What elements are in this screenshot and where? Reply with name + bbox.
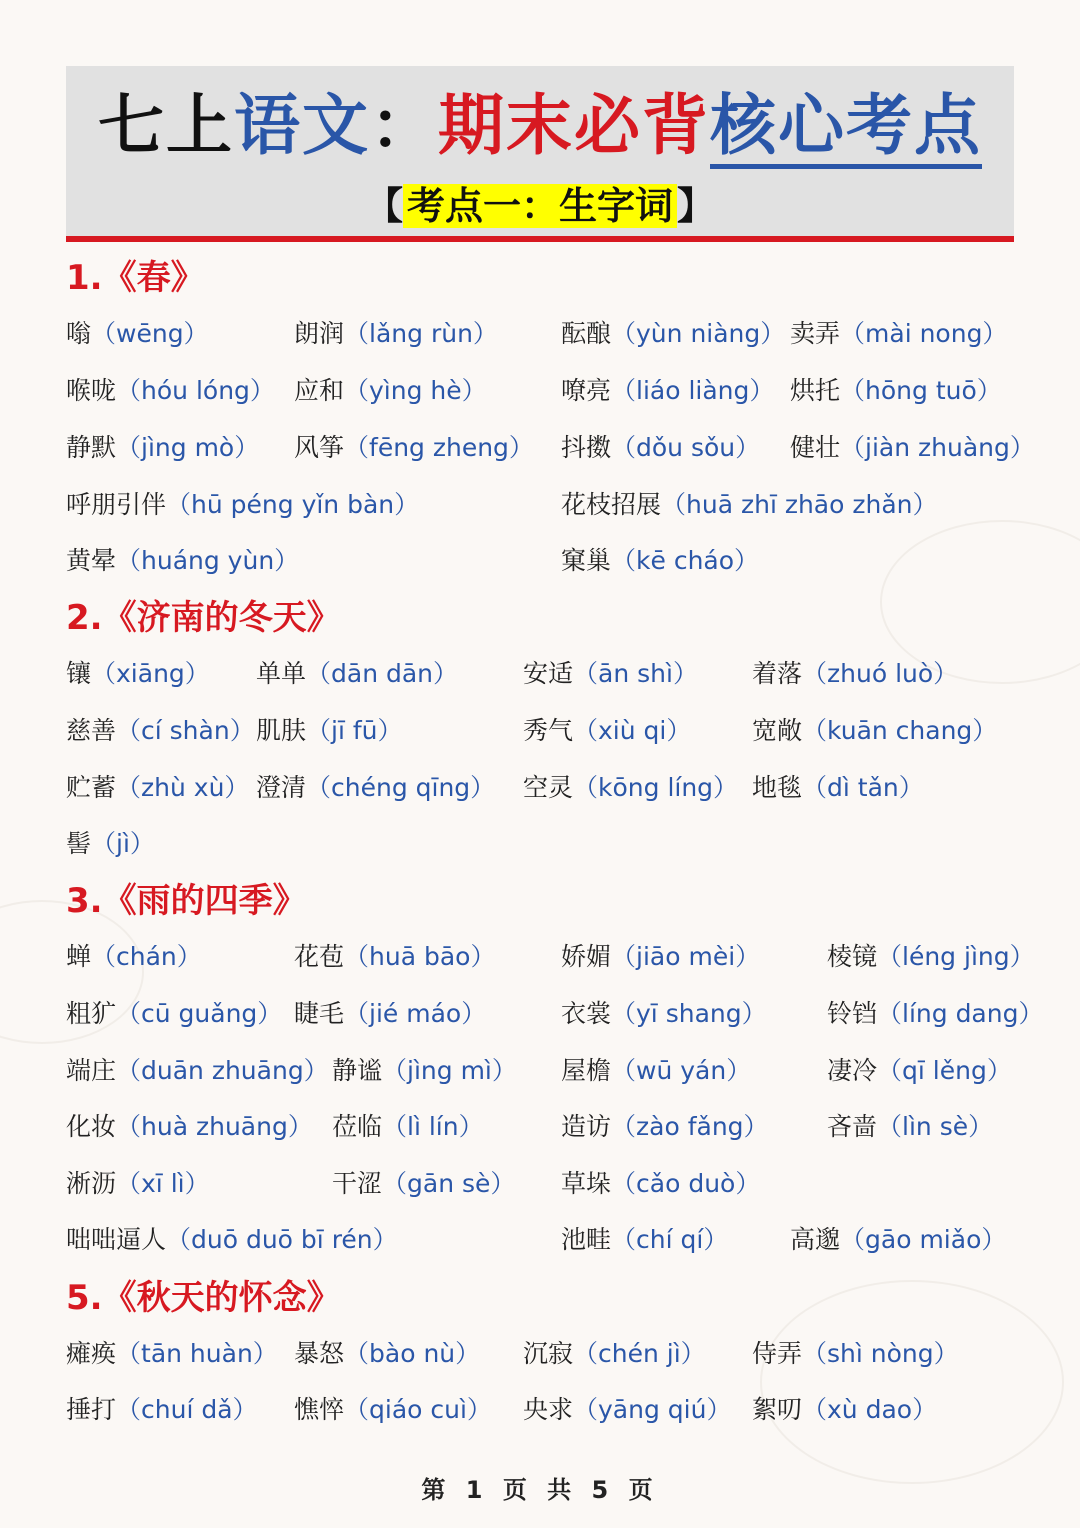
section-heading-vocab: 【 考点一：生字词 】	[364, 184, 716, 228]
vocab-item: 花苞（huā bāo）	[294, 942, 496, 971]
vocab-item: 侍弄（shì nòng）	[752, 1339, 959, 1368]
vocab-item: 瘫痪（tān huàn）	[66, 1339, 278, 1368]
vocab-item: 化妆（huà zhuāng）	[66, 1112, 313, 1141]
vocab-item: 沉寂（chén jì）	[523, 1339, 706, 1368]
page-title: 七上语文：期末必背核心考点	[66, 88, 1014, 164]
vocab-item: 静默（jìng mò）	[66, 433, 260, 462]
vocab-item: 喉咙（hóu lóng）	[66, 376, 275, 405]
vocab-item: 棱镜（léng jìng）	[827, 942, 1035, 971]
vocab-item: 嗡（wēng）	[66, 319, 209, 348]
header-divider	[66, 236, 1014, 242]
vocab-item: 粗犷（cū guǎng）	[66, 999, 283, 1028]
vocab-item: 莅临（lì lín）	[332, 1112, 484, 1141]
vocab-item: 絮叨（xù dao）	[752, 1395, 938, 1424]
vocab-item: 娇媚（jiāo mèi）	[561, 942, 761, 971]
vocab-item: 朗润（lǎng rùn）	[294, 319, 498, 348]
vocab-item: 黄晕（huáng yùn）	[66, 546, 300, 575]
vocab-item: 干涩（gān sè）	[332, 1169, 516, 1198]
vocab-item: 宽敞（kuān chang）	[752, 716, 998, 745]
lesson-title-chun: 1.《春》	[66, 258, 205, 298]
vocab-item: 憔悴（qiáo cuì）	[294, 1395, 492, 1424]
vocab-item: 风筝（fēng zheng）	[294, 433, 534, 462]
vocab-item: 捶打（chuí dǎ）	[66, 1395, 258, 1424]
lesson-title-jinan-winter: 2.《济南的冬天》	[66, 598, 341, 638]
subtitle-highlight: 考点一：生字词	[403, 184, 677, 228]
vocab-item: 嘹亮（liáo liàng）	[561, 376, 775, 405]
vocab-item: 屋檐（wū yán）	[561, 1056, 752, 1085]
vocab-item: 健壮（jiàn zhuàng）	[790, 433, 1035, 462]
vocab-item: 地毯（dì tǎn）	[752, 773, 924, 802]
vocab-item: 慈善（cí shàn）	[66, 716, 255, 745]
vocab-item: 烘托（hōng tuō）	[790, 376, 1002, 405]
vocab-item: 央求（yāng qiú）	[523, 1395, 732, 1424]
vocab-item: 空灵（kōng líng）	[523, 773, 739, 802]
vocab-item: 酝酿（yùn niàng）	[561, 319, 786, 348]
vocab-item: 咄咄逼人（duō duō bī rén）	[66, 1225, 398, 1254]
page-number: 第 1 页 共 5 页	[421, 1476, 659, 1504]
vocab-item: 高邈（gāo miǎo）	[790, 1225, 1007, 1254]
lesson-title-rain-seasons: 3.《雨的四季》	[66, 881, 307, 921]
vocab-item: 髻（jì）	[66, 829, 155, 858]
vocab-item: 暴怒（bào nù）	[294, 1339, 481, 1368]
vocab-item: 单单（dān dān）	[256, 659, 459, 688]
vocab-item: 卖弄（mài nong）	[790, 319, 1008, 348]
vocab-item: 铃铛（líng dang）	[827, 999, 1044, 1028]
vocab-item: 抖擞（dǒu sǒu）	[561, 433, 761, 462]
vocab-item: 睫毛（jié máo）	[294, 999, 487, 1028]
vocab-item: 肌肤（jī fū）	[256, 716, 403, 745]
vocab-item: 安适（ān shì）	[523, 659, 698, 688]
vocab-item: 呼朋引伴（hū péng yǐn bàn）	[66, 490, 420, 519]
vocab-item: 衣裳（yī shang）	[561, 999, 767, 1028]
lesson-title-autumn-memory: 5.《秋天的怀念》	[66, 1278, 341, 1318]
vocab-item: 镶（xiāng）	[66, 659, 210, 688]
vocab-item: 凄冷（qī lěng）	[827, 1056, 1012, 1085]
vocab-item: 应和（yìng hè）	[294, 376, 487, 405]
vocab-item: 淅沥（xī lì）	[66, 1169, 210, 1198]
vocab-item: 蝉（chán）	[66, 942, 202, 971]
vocab-item: 草垛（cǎo duò）	[561, 1169, 761, 1198]
vocab-item: 秀气（xiù qi）	[523, 716, 692, 745]
vocab-item: 吝啬（lìn sè）	[827, 1112, 994, 1141]
title-banner	[66, 66, 1014, 238]
vocab-item: 花枝招展（huā zhī zhāo zhǎn）	[561, 490, 938, 519]
vocab-item: 端庄（duān zhuāng）	[66, 1056, 329, 1085]
background-decoration	[760, 1280, 1064, 1484]
vocab-item: 贮蓄（zhù xù）	[66, 773, 250, 802]
vocab-item: 静谧（jìng mì）	[332, 1056, 517, 1085]
vocab-item: 窠巢（kē cháo）	[561, 546, 760, 575]
vocab-item: 造访（zào fǎng）	[561, 1112, 769, 1141]
vocab-item: 池畦（chí qí）	[561, 1225, 729, 1254]
vocab-item: 着落（zhuó luò）	[752, 659, 959, 688]
vocab-item: 澄清（chéng qīng）	[256, 773, 496, 802]
